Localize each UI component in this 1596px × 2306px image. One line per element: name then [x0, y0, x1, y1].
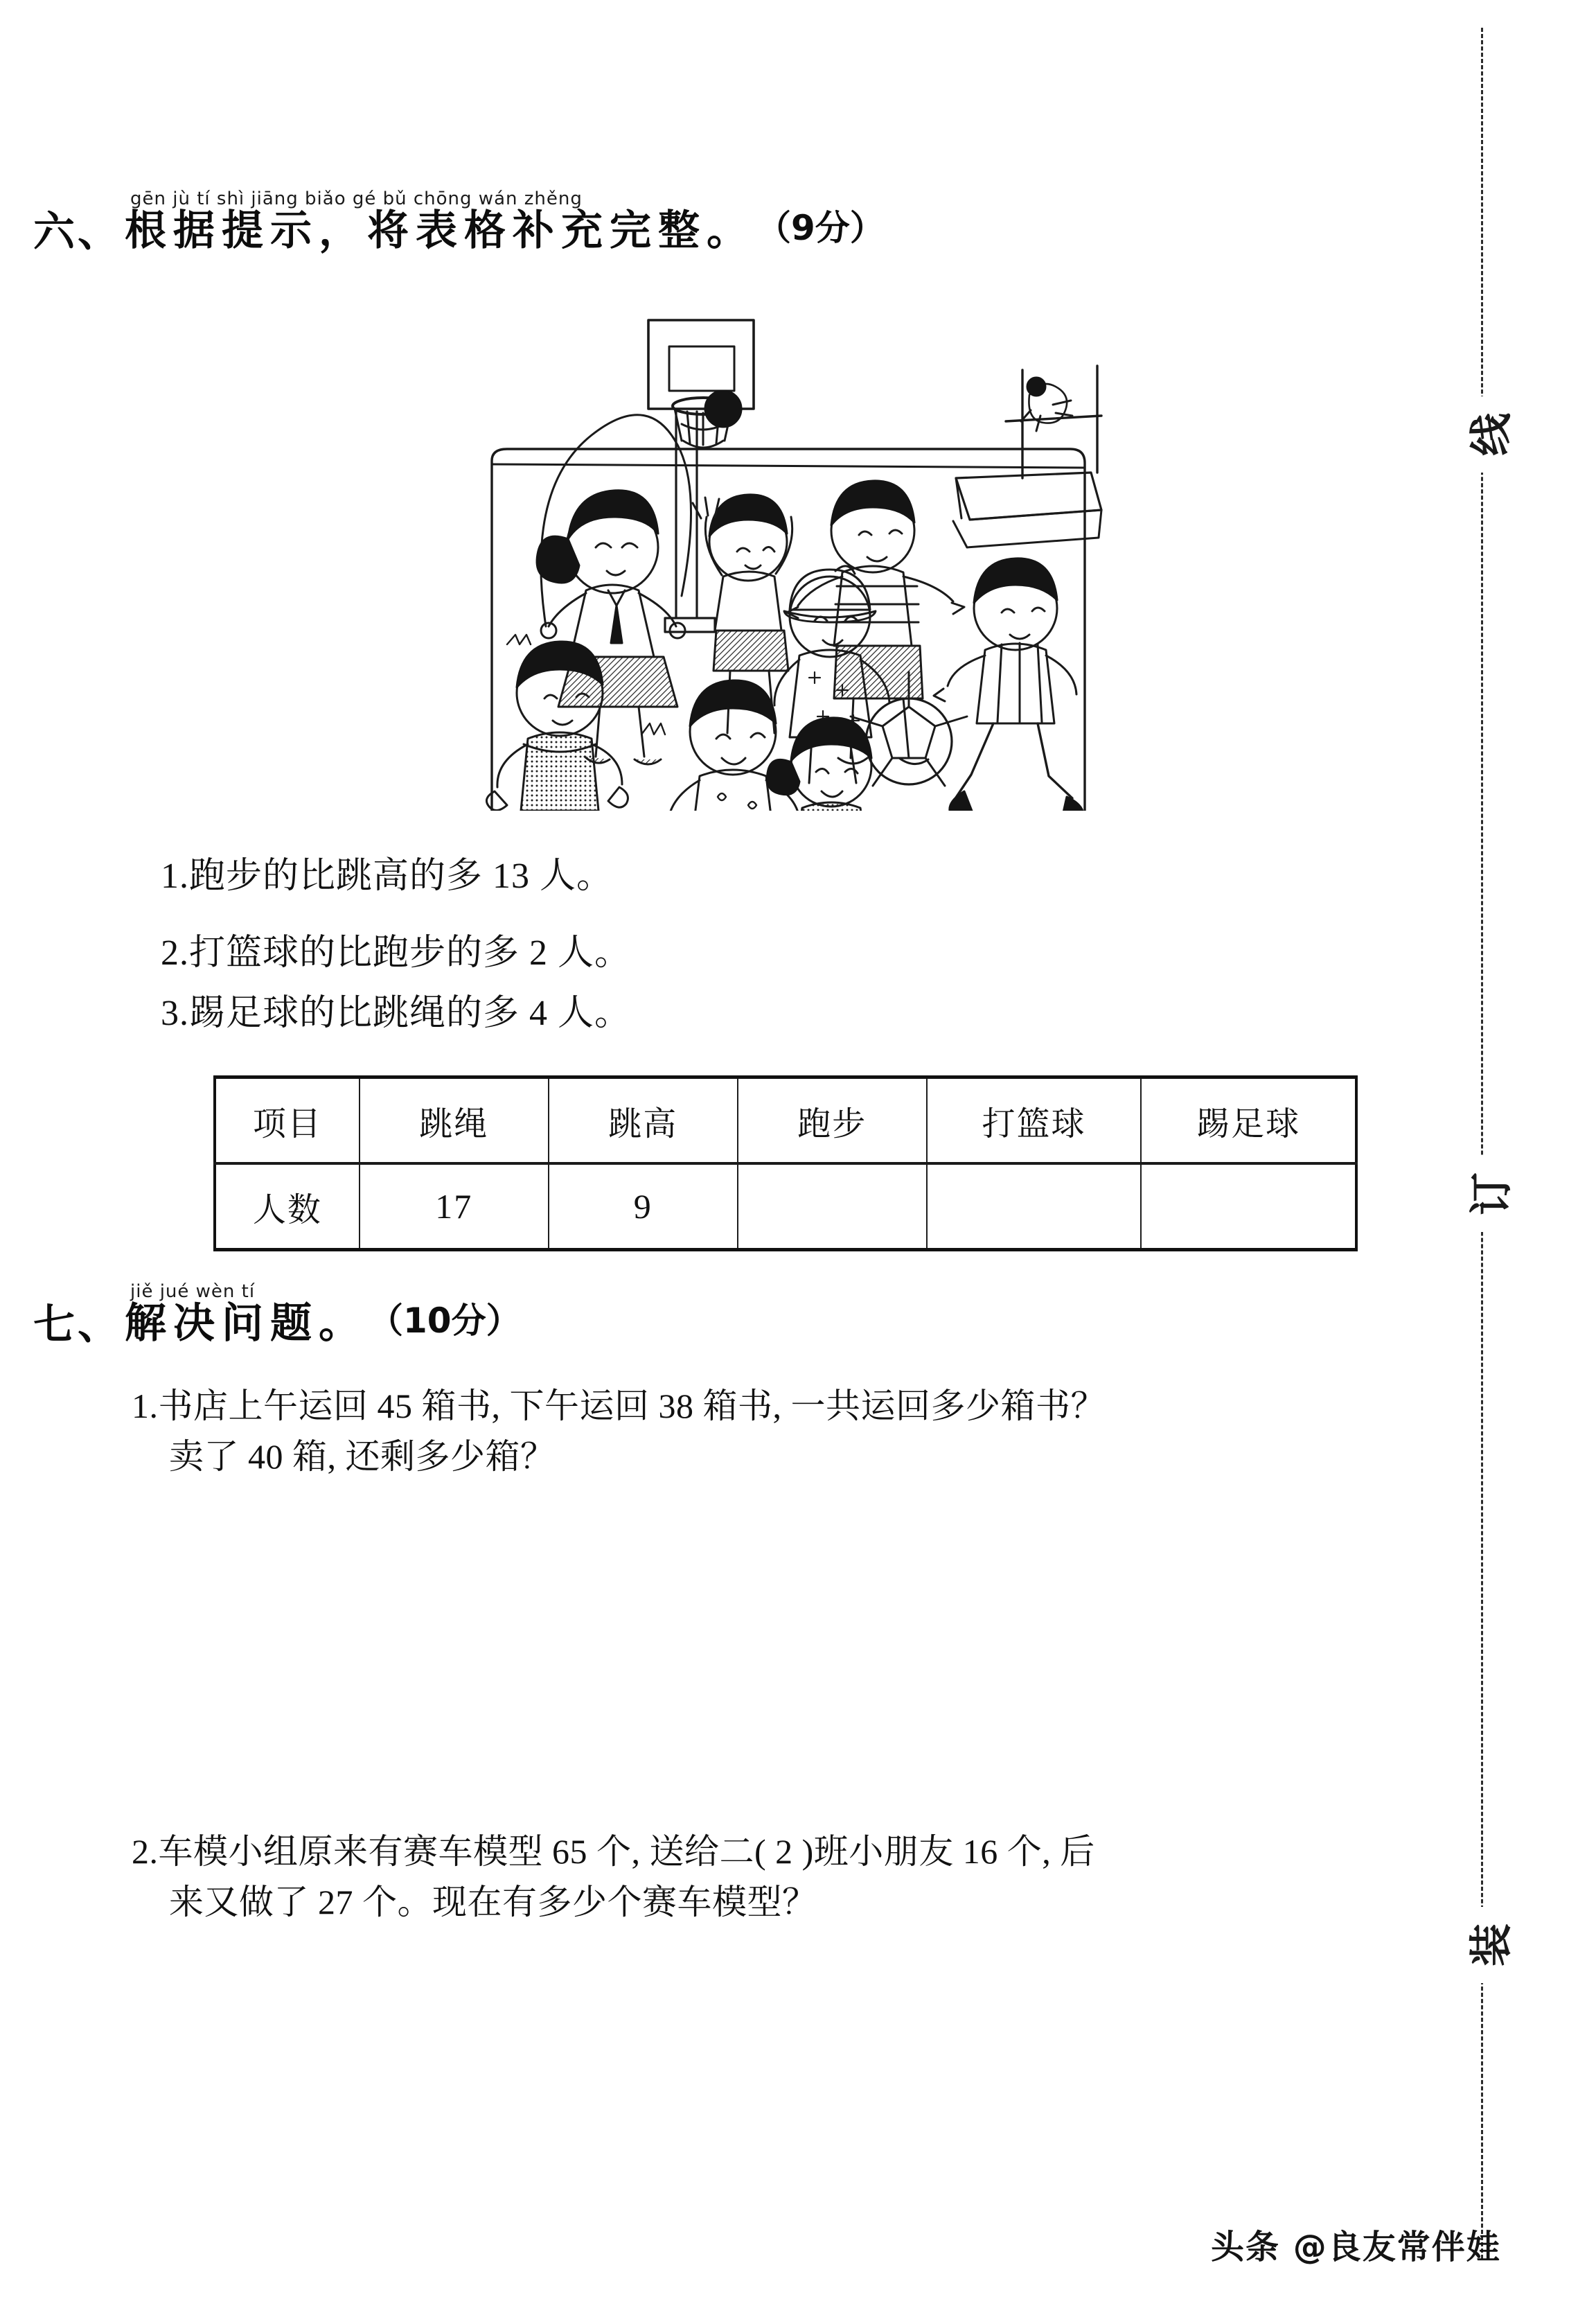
section-six-score: （9分） — [756, 208, 885, 248]
word-problem-2-line-1: 2.车模小组原来有赛车模型 65 个, 送给二( 2 )班小朋友 16 个, 后 — [132, 1832, 1095, 1871]
table-value-row-label: 人数 — [215, 1163, 360, 1250]
table-header-running: 跑步 — [738, 1077, 927, 1164]
sports-playground-illustration — [443, 319, 1136, 811]
table-header-soccer: 踢足球 — [1141, 1077, 1356, 1164]
section-six-title-group — [125, 186, 755, 253]
table-header-row-label: 项目 — [215, 1077, 360, 1164]
section-heading-six — [33, 186, 885, 256]
table-header-jumprope: 跳绳 — [360, 1077, 549, 1164]
section-separator-six: 、 — [78, 208, 122, 256]
section-six-pinyin: gēn jù tí shì jiāng biǎo gé bǔ chōng wán zhěng — [130, 188, 583, 209]
sports-statistics-table — [213, 1075, 1358, 1251]
section-seven-score: （10分） — [369, 1301, 521, 1341]
section-heading-seven — [33, 1278, 521, 1349]
section-seven-title: 解决问题。 — [125, 1299, 367, 1348]
clue-item-2: 2.打篮球的比跑步的多 2 人。 — [161, 933, 632, 973]
section-number-seven: 七 — [33, 1301, 78, 1349]
table-row-values — [215, 1163, 1356, 1250]
binding-mark-character-2: 订 — [1449, 1156, 1525, 1232]
section-seven-title-group — [125, 1278, 367, 1346]
word-problem-2 — [132, 1827, 1095, 1927]
table-header-highjump: 跳高 — [549, 1077, 738, 1164]
binding-mark-character-3: 装 — [1449, 1907, 1525, 1983]
section-six-title: 根据提示，将表格补充完整。 — [125, 206, 755, 255]
table-value-running[interactable] — [738, 1163, 927, 1250]
table-header-basketball: 打篮球 — [927, 1077, 1142, 1164]
table-value-highjump[interactable]: 9 — [549, 1163, 738, 1250]
table-row-header — [215, 1077, 1356, 1164]
table-value-jumprope[interactable]: 17 — [360, 1163, 549, 1250]
table-value-soccer[interactable] — [1141, 1163, 1356, 1250]
section-separator-seven: 、 — [78, 1301, 122, 1349]
word-problem-2-line-2: 来又做了 27 个。现在有多少个赛车模型？ — [169, 1882, 817, 1921]
binding-mark-character-1: 线 — [1449, 396, 1525, 473]
section-seven-pinyin: jiě jué wèn tí — [130, 1281, 256, 1302]
word-problem-1-line-2: 卖了 40 箱, 还剩多少箱？ — [169, 1436, 556, 1476]
clue-item-3: 3.踢足球的比跳绳的多 4 人。 — [161, 994, 632, 1033]
word-problem-1-line-1: 1.书店上午运回 45 箱书, 下午运回 38 箱书, 一共运回多少箱书？ — [132, 1387, 1106, 1425]
table-value-basketball[interactable] — [927, 1163, 1142, 1250]
word-problem-1 — [132, 1381, 1106, 1481]
source-watermark: 头条 @良友常伴娃 — [1211, 2228, 1501, 2267]
clue-item-1: 1.跑步的比跳高的多 13 人。 — [161, 856, 614, 896]
section-number-six: 六 — [33, 208, 78, 256]
